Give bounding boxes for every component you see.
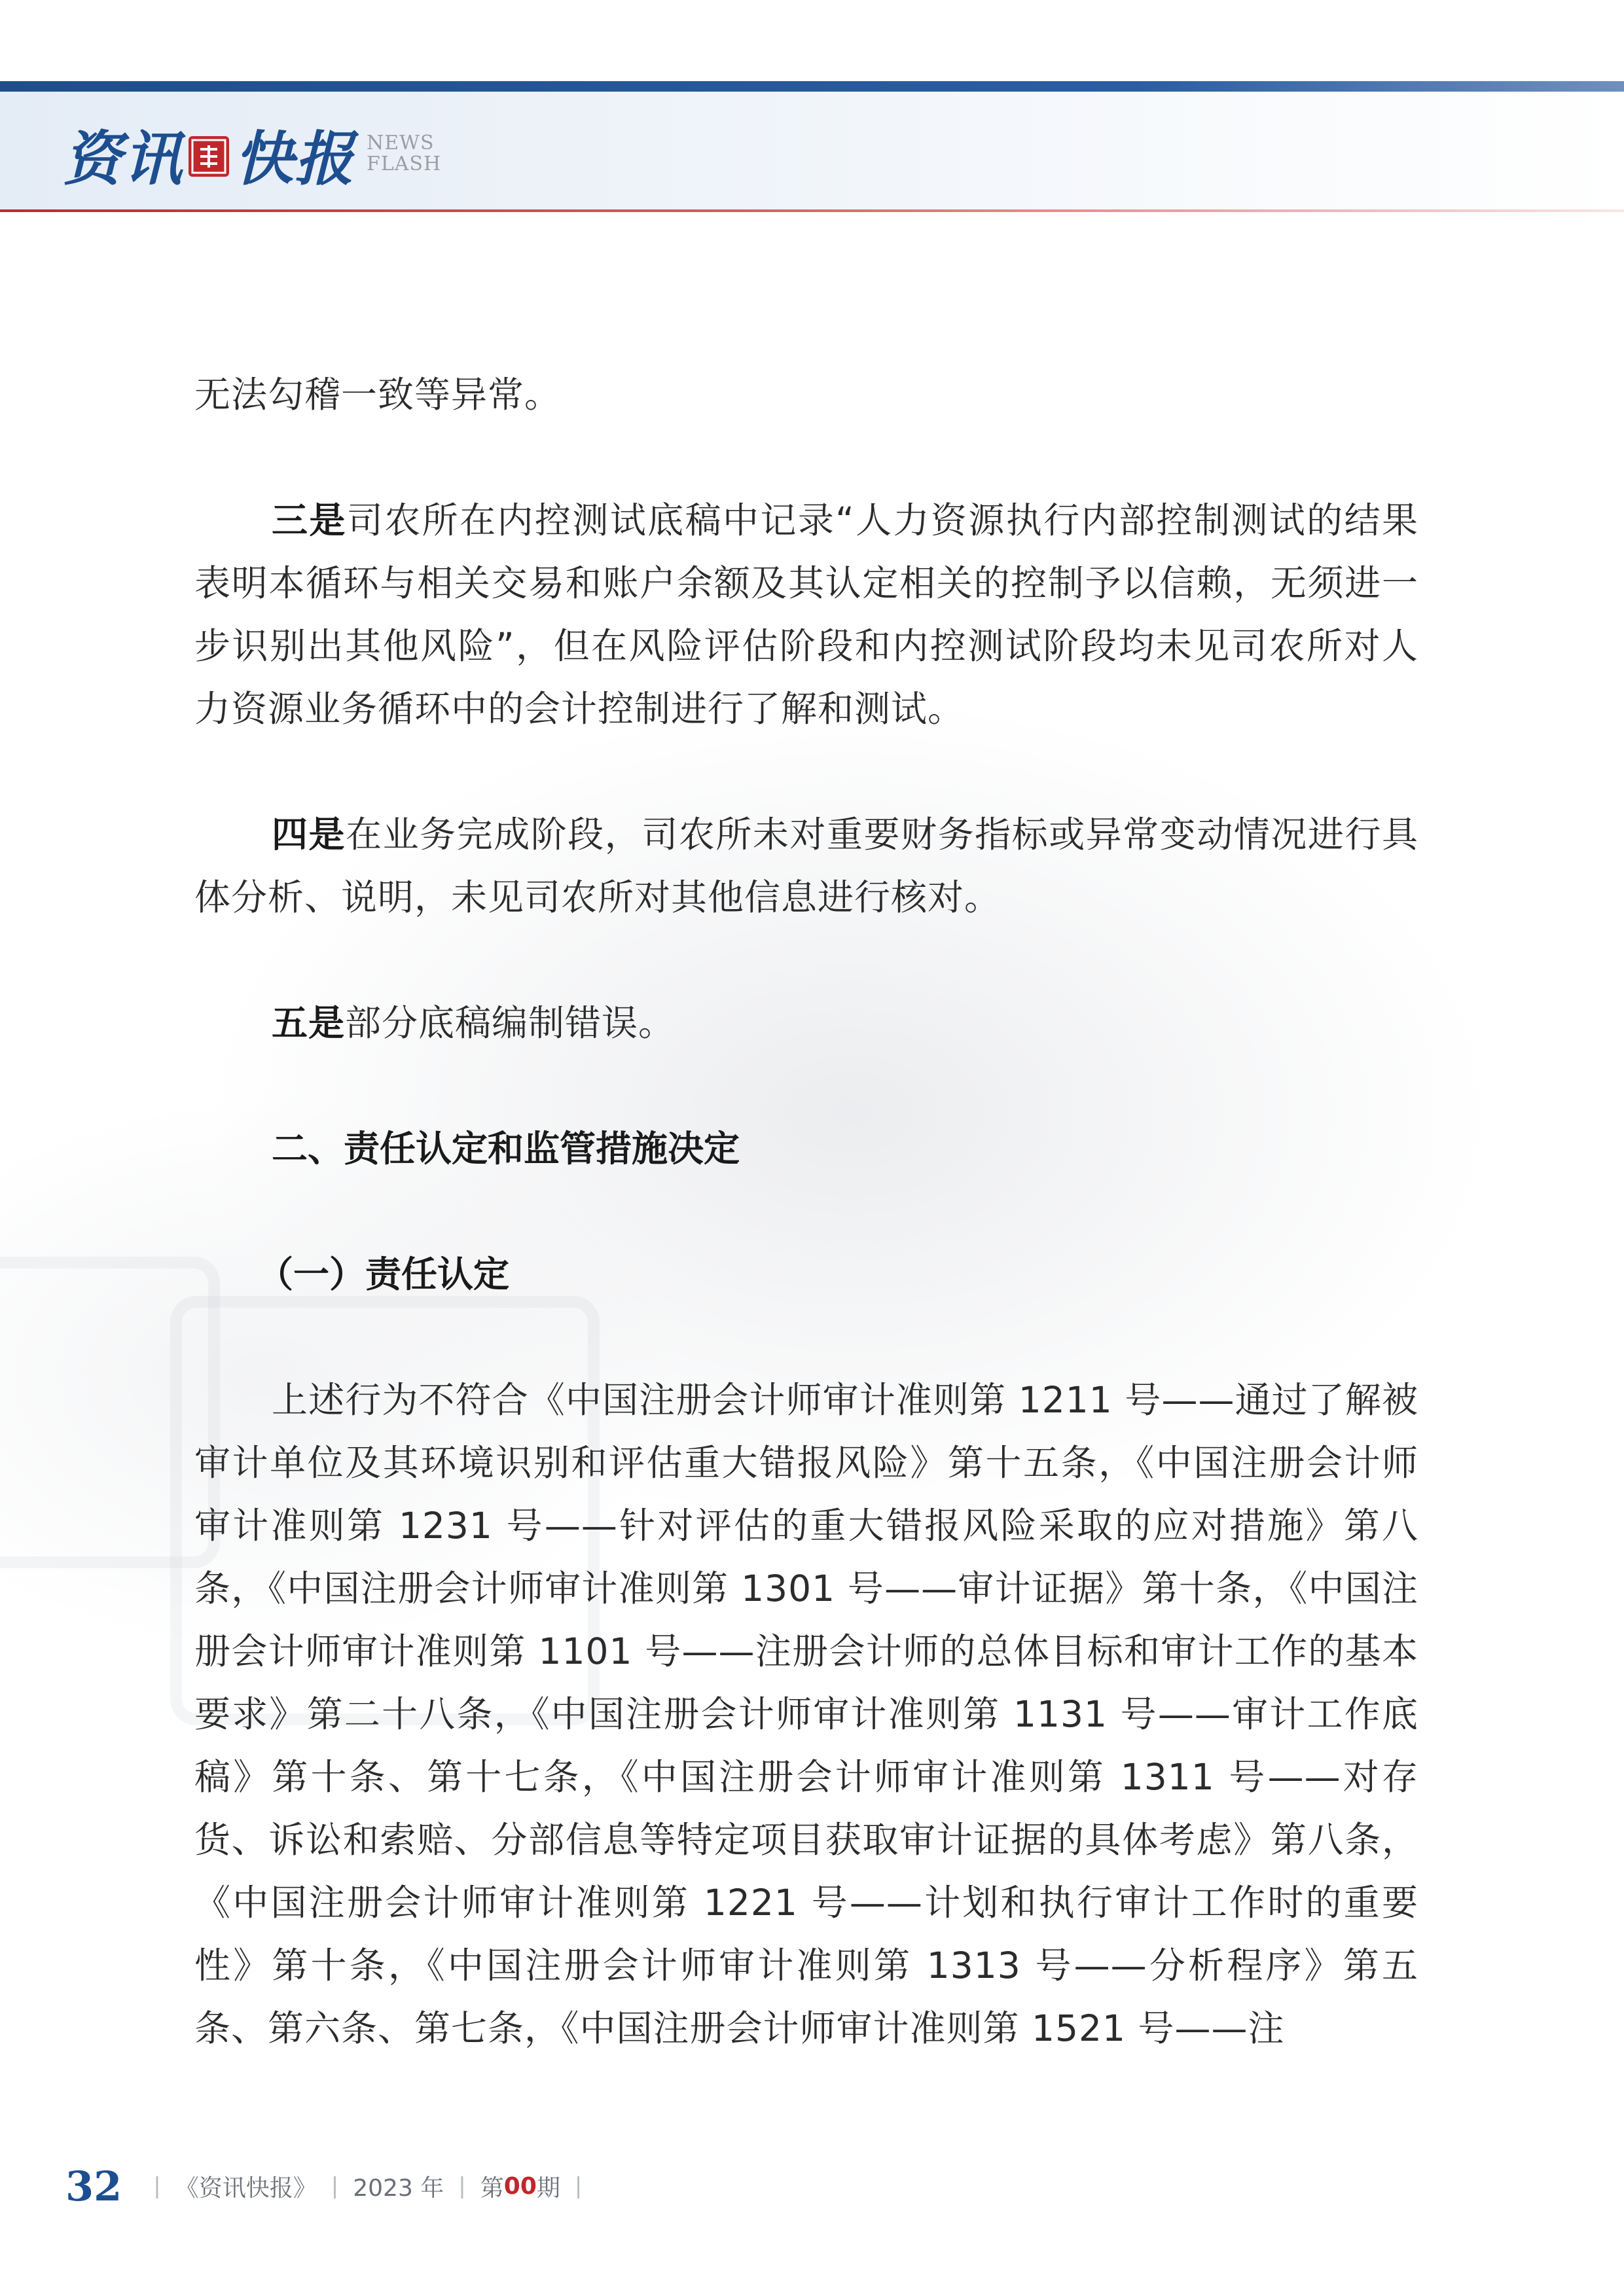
page-footer bbox=[65, 2160, 596, 2212]
masthead-english-line1: NEWS bbox=[367, 132, 435, 154]
masthead-english-line2: FLASH bbox=[367, 152, 442, 175]
paragraph-text-five: 部分底稿编制错误。 bbox=[345, 1002, 676, 1044]
footer-publication: 《资讯快报》 bbox=[175, 2174, 317, 2202]
paragraph-text-three: 司农所在内控测试底稿中记录“人力资源执行内部控制测试的结果表明本循环与相关交易和账户余额及其认定相关的控制予以信赖，无须进一步识别出其他风险”，但在风险评估阶段和内控测试阶段均未见司农所对人力资源业务循环中的会计控制进行了解和测试。 bbox=[194, 499, 1418, 730]
paragraph-lead-five: 五是 bbox=[272, 1002, 346, 1044]
paragraph-point-three bbox=[194, 489, 1418, 740]
paragraph-point-five bbox=[194, 992, 1418, 1054]
paragraph-text-four: 在业务完成阶段，司农所未对重要财务指标或异常变动情况进行具体分析、说明，未见司农所对其他信息进行核对。 bbox=[194, 814, 1418, 918]
footer-year: 2023 年 bbox=[353, 2174, 444, 2202]
subsection-heading: （一）责任认定 bbox=[257, 1253, 510, 1295]
paragraph-lead-three: 三是 bbox=[272, 499, 347, 541]
header-top-rule bbox=[0, 81, 1624, 92]
page-number: 32 bbox=[65, 2162, 122, 2210]
masthead-english bbox=[367, 133, 441, 175]
footer-issue-number: 00 bbox=[503, 2172, 537, 2200]
footer-separator: | bbox=[574, 2173, 583, 2199]
header-bottom-rule bbox=[0, 209, 1624, 212]
masthead bbox=[63, 111, 441, 196]
paragraph-lead-four: 四是 bbox=[272, 814, 346, 855]
paragraph-point-four bbox=[194, 803, 1418, 929]
masthead-title-part2: 快报 bbox=[234, 124, 355, 194]
seal-logo-icon bbox=[189, 136, 229, 177]
paragraph-continuation: 无法勾稽一致等异常。 bbox=[194, 374, 562, 416]
paragraph-responsibility: 上述行为不符合《中国注册会计师审计准则第 1211 号——通过了解被审计单位及其环境识别和评估重大错报风险》第十五条，《中国注册会计师审计准则第 1231 号——针对评估的重大错报风险采取的应对措施》第八条，《中国注册会计师审计准则第 1301 号——审计证据》第十条，《中国注册会计师审计准则第 1101 号——注册会计师的总体目标和审计工作的基本要求》第二十八条，《中国注册会计师审计准则第 1131 号——审计工作底稿》第十条、第十七条，《中国注册会计师审计准则第 1311 号——对存货、诉讼和索赔、分部信息等特定项目获取审计证据的具体考虑》第八条，《中国注册会计师审计准则第 1221 号——计划和执行审计工作时的重要性》第十条，《中国注册会计师审计准则第 1313 号——分析程序》第五条、第六条、第七条，《中国注册会计师审计准则第 1521 号——注 bbox=[194, 1379, 1418, 2049]
footer-issue-suffix: 期 bbox=[536, 2174, 560, 2202]
footer-separator: | bbox=[458, 2173, 466, 2199]
article-body bbox=[194, 363, 1418, 2060]
masthead-title-part1: 资讯 bbox=[63, 124, 183, 194]
footer-separator: | bbox=[153, 2173, 161, 2199]
section-heading: 二、责任认定和监管措施决定 bbox=[272, 1128, 740, 1170]
footer-separator: | bbox=[331, 2173, 339, 2199]
footer-issue-prefix: 第 bbox=[480, 2174, 504, 2202]
